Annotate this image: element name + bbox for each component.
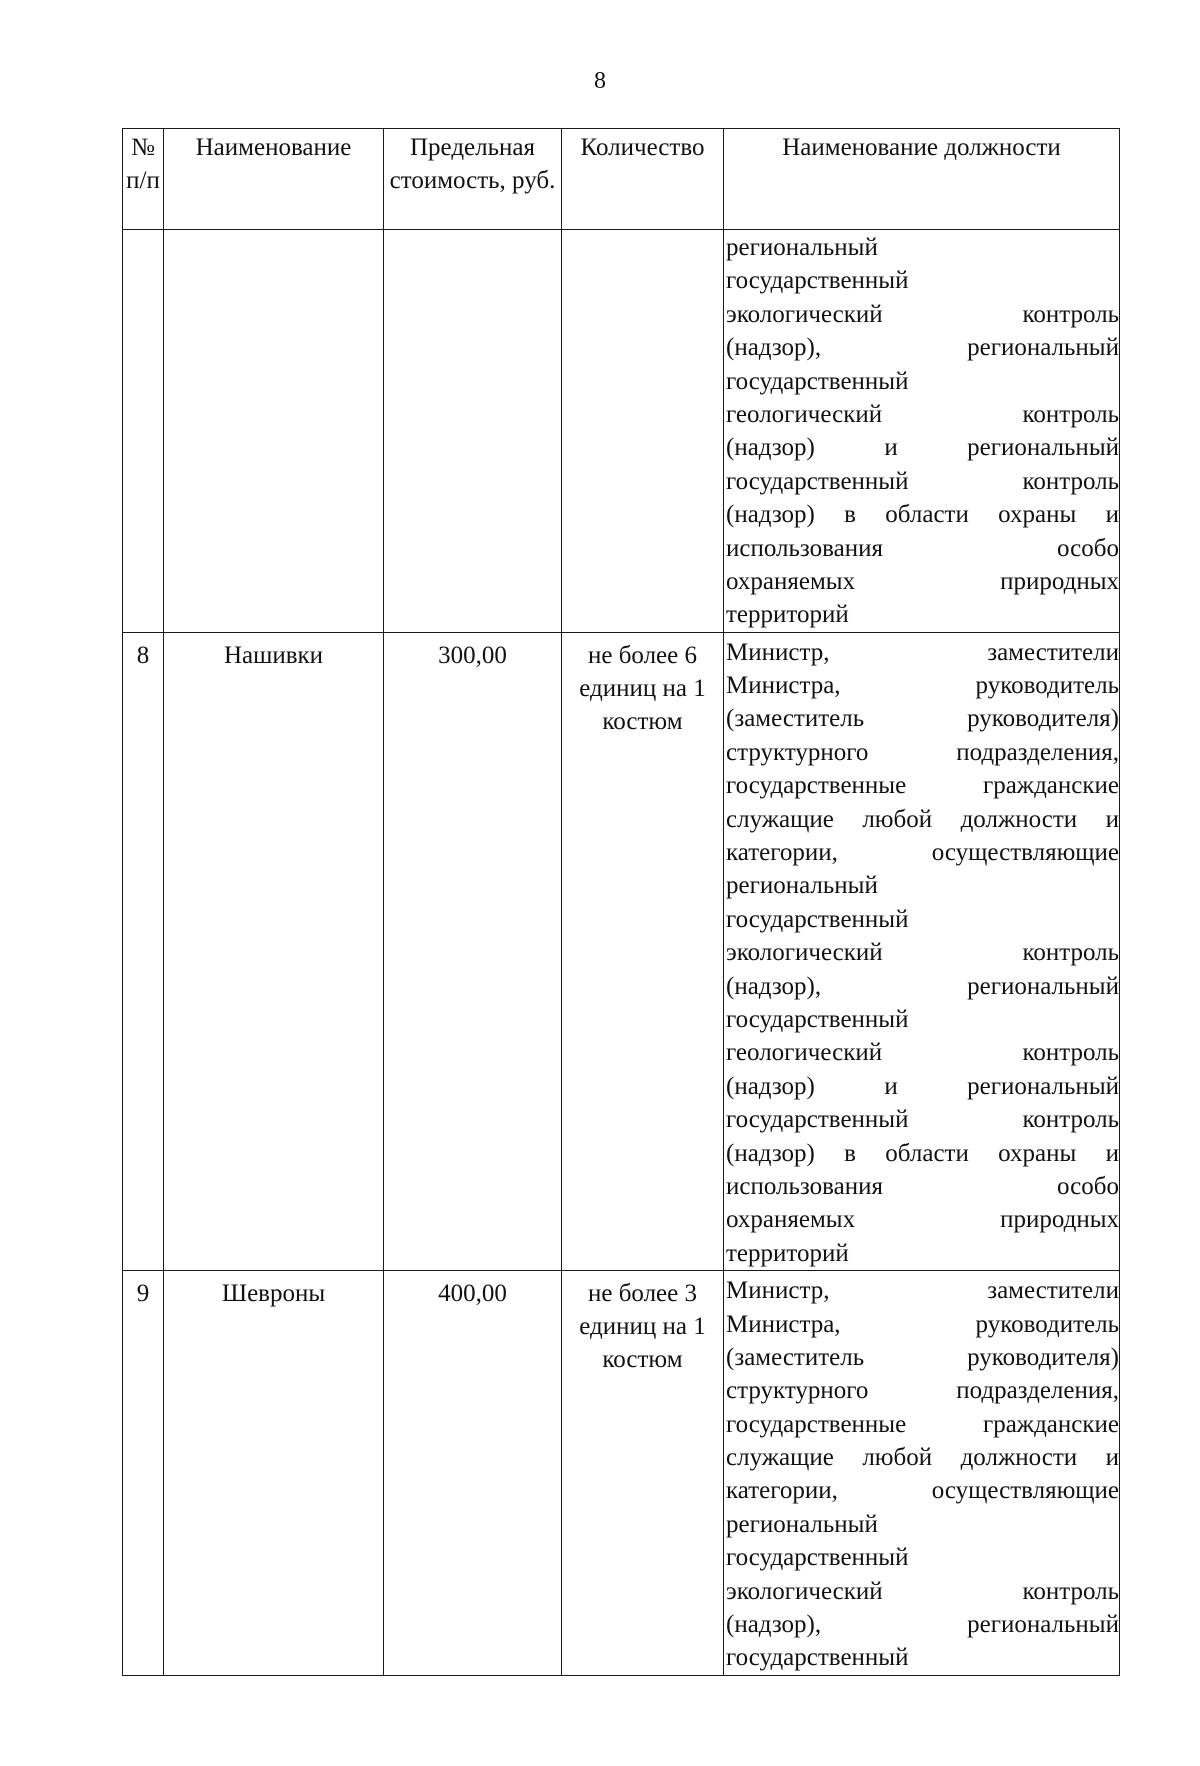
header-cell-num — [123, 129, 164, 230]
position-line: (надзор), региональный — [726, 972, 1119, 1000]
item-price: 300,00 — [438, 641, 507, 669]
position-line: (надзор), региональный — [726, 1611, 1119, 1639]
table-row — [123, 632, 1120, 1270]
position-line: Министра, руководитель — [726, 672, 1119, 700]
row-number-cell — [123, 1271, 164, 1676]
header-position: Наименование должности — [782, 134, 1061, 161]
position-line: территорий — [726, 1239, 849, 1267]
header-cell-name — [164, 129, 384, 230]
item-price-cell — [384, 230, 562, 633]
position-line: геологический контроль — [726, 400, 1119, 428]
position-text — [724, 1271, 1119, 1675]
item-name-cell — [164, 632, 384, 1270]
item-name-cell — [164, 230, 384, 633]
position-line: государственный — [726, 905, 909, 933]
position-line: геологический контроль — [726, 1039, 1119, 1067]
header-cell-position — [724, 129, 1120, 230]
item-price — [384, 230, 561, 236]
position-line: государственные гражданские — [726, 1410, 1119, 1438]
position-line: (надзор) и региональный — [726, 1072, 1119, 1100]
position-line: охраняемых природных — [726, 1206, 1119, 1234]
position-line: региональный — [726, 872, 878, 900]
position-line: структурного подразделения, — [726, 1377, 1119, 1405]
position-line: экологический контроль — [726, 300, 1119, 328]
position-line: использования особо — [726, 1172, 1119, 1200]
table-header-row — [123, 129, 1120, 230]
table-row — [123, 230, 1120, 633]
position-line: территорий — [726, 601, 849, 629]
row-number-cell — [123, 230, 164, 633]
position-text — [724, 230, 1119, 632]
position-line: (надзор) в области охраны и — [726, 1139, 1119, 1167]
position-line: государственный — [726, 1644, 909, 1672]
position-line: (надзор) в области охраны и — [726, 501, 1119, 529]
positions-table — [122, 128, 1120, 1676]
position-line: государственный — [726, 1544, 909, 1572]
item-price-cell — [384, 1271, 562, 1676]
header-num: № п/п — [126, 134, 160, 194]
item-price: 400,00 — [438, 1280, 507, 1308]
position-line: служащие любой должности и — [726, 1444, 1119, 1472]
position-line: экологический контроль — [726, 939, 1119, 967]
item-quantity: не более 6 единиц на 1 костюм — [579, 641, 706, 735]
row-number: 9 — [136, 1280, 150, 1308]
position-line: (заместитель руководителя) — [726, 1343, 1119, 1371]
position-line: категории, осуществляющие — [726, 839, 1119, 867]
header-cell-quantity — [562, 129, 724, 230]
position-line: Министр, заместители — [726, 638, 1119, 666]
item-name-cell — [164, 1271, 384, 1676]
position-line: (надзор), региональный — [726, 334, 1119, 362]
header-quantity: Количество — [580, 134, 705, 161]
item-price-cell — [384, 632, 562, 1270]
position-line: региональный — [726, 1510, 878, 1538]
position-line: государственный — [726, 1005, 909, 1033]
position-line: (заместитель руководителя) — [726, 705, 1119, 733]
position-line: охраняемых природных — [726, 567, 1119, 595]
item-quantity: не более 3 единиц на 1 костюм — [579, 1280, 706, 1374]
header-cell-price — [384, 129, 562, 230]
row-number: 8 — [136, 641, 150, 669]
item-name: Шевроны — [221, 1280, 326, 1308]
position-line: Министра, руководитель — [726, 1310, 1119, 1338]
position-line: (надзор) и региональный — [726, 434, 1119, 462]
position-line: Министр, заместители — [726, 1277, 1119, 1305]
position-line: структурного подразделения, — [726, 738, 1119, 766]
item-quantity — [562, 230, 723, 236]
position-line: экологический контроль — [726, 1577, 1119, 1605]
position-text — [724, 633, 1119, 1270]
table-row — [123, 1271, 1120, 1676]
position-cell — [724, 632, 1120, 1270]
header-price: Предельная стоимость, руб. — [389, 134, 556, 194]
position-line: служащие любой должности и — [726, 805, 1119, 833]
position-line: региональный — [726, 234, 878, 261]
position-line: государственный контроль — [726, 467, 1119, 495]
row-number-cell — [123, 632, 164, 1270]
position-line: государственный — [726, 367, 909, 395]
item-name — [164, 230, 383, 236]
position-line: государственные гражданские — [726, 772, 1119, 800]
item-name: Нашивки — [223, 641, 324, 669]
item-quantity-cell — [562, 230, 724, 633]
position-line: категории, осуществляющие — [726, 1477, 1119, 1505]
position-line: использования особо — [726, 534, 1119, 562]
position-cell — [724, 1271, 1120, 1676]
position-line: государственный — [726, 267, 909, 295]
page-number: 8 — [594, 68, 606, 94]
item-quantity-cell — [562, 1271, 724, 1676]
item-quantity-cell — [562, 632, 724, 1270]
header-name: Наименование — [195, 134, 352, 161]
row-number — [123, 230, 163, 236]
position-line: государственный контроль — [726, 1106, 1119, 1134]
position-cell — [724, 230, 1120, 633]
